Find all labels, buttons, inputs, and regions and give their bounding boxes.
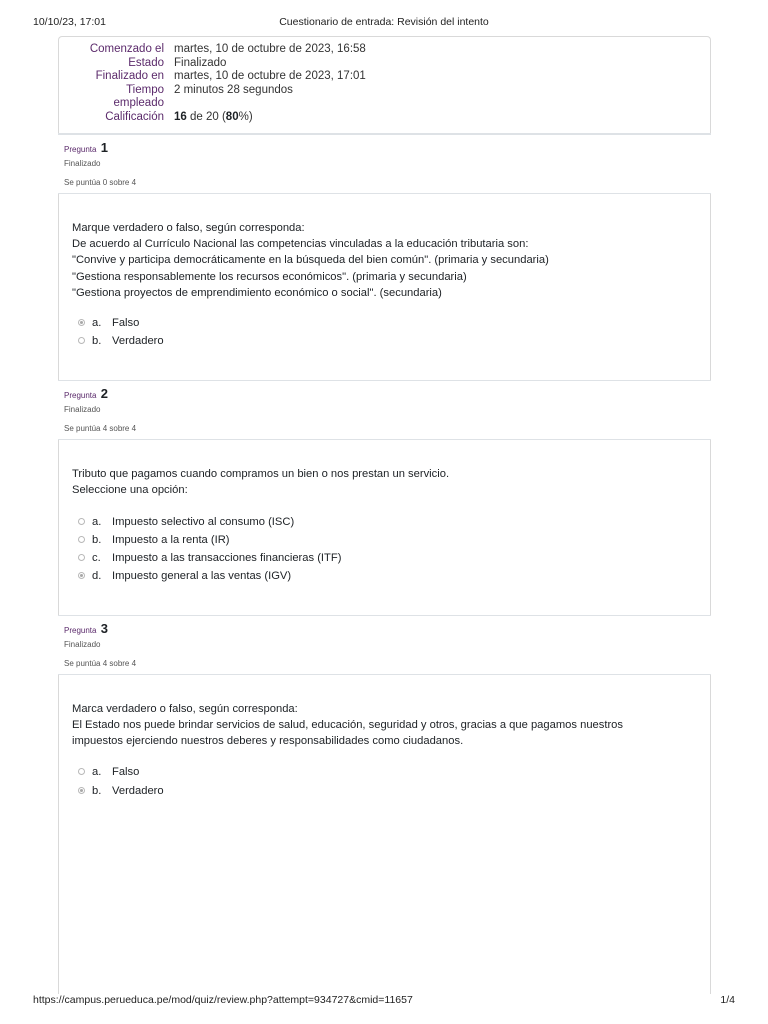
- question-2-grade: Se puntúa 4 sobre 4: [64, 424, 137, 433]
- answer-letter: d.: [92, 570, 102, 582]
- radio-unselected[interactable]: [78, 554, 85, 561]
- answer-letter: a.: [92, 317, 102, 329]
- attempt-summary-table: [58, 36, 711, 134]
- print-datetime: 10/10/23, 17:01: [33, 16, 106, 28]
- time-label-line2: empleado: [113, 97, 164, 109]
- answer-text: Impuesto selectivo al consumo (ISC): [112, 516, 295, 528]
- question-text-line: impuestos ejerciendo nuestros deberes y responsabilidades como ciudadanos.: [72, 735, 464, 748]
- question-1-grade: Se puntúa 0 sobre 4: [64, 178, 137, 187]
- grade-label: Calificación: [105, 111, 164, 123]
- answer-text: Verdadero: [112, 335, 164, 347]
- question-number: 1: [100, 140, 108, 155]
- question-3-grade: Se puntúa 4 sobre 4: [64, 659, 137, 668]
- time-value: 2 minutos 28 segundos: [174, 84, 293, 96]
- question-label: Pregunta: [64, 391, 97, 400]
- radio-unselected[interactable]: [78, 536, 85, 543]
- radio-selected[interactable]: [78, 319, 85, 326]
- question-3-state: Finalizado: [64, 640, 101, 649]
- question-text-line: Seleccione una opción:: [72, 484, 188, 497]
- finished-label: Finalizado en: [95, 70, 164, 82]
- question-text-line: Tributo que pagamos cuando compramos un bien o nos prestan un servicio.: [72, 468, 450, 480]
- question-2-title: [64, 386, 108, 401]
- question-2-text: [72, 466, 702, 498]
- question-text-line: El Estado nos puede brindar servicios de salud, educación, seguridad y otros, gracias a que pagamos nuestros: [72, 719, 624, 732]
- radio-selected[interactable]: [78, 572, 85, 579]
- print-page-number: 1/4: [720, 994, 735, 1006]
- grade-end: %): [238, 111, 253, 123]
- answer-text: Falso: [112, 766, 140, 778]
- answer-text: Impuesto general a las ventas (IGV): [112, 570, 292, 582]
- question-2-state: Finalizado: [64, 405, 101, 414]
- grade-value: [174, 111, 253, 124]
- question-1-text: [72, 220, 702, 301]
- radio-unselected[interactable]: [78, 518, 85, 525]
- answer-text: Falso: [112, 317, 140, 329]
- answer-letter: a.: [92, 516, 102, 528]
- state-value: Finalizado: [174, 57, 227, 69]
- answer-letter: b.: [92, 335, 102, 347]
- question-label: Pregunta: [64, 145, 97, 154]
- question-text-line: "Convive y participa democráticamente en la búsqueda del bien común". (primaria y secundaria): [72, 254, 549, 267]
- answer-text: Impuesto a las transacciones financieras (ITF): [112, 552, 342, 564]
- started-value: martes, 10 de octubre de 2023, 16:58: [174, 43, 366, 55]
- grade-score: 16: [174, 111, 187, 123]
- grade-percent: 80: [225, 111, 239, 123]
- radio-unselected[interactable]: [78, 768, 85, 775]
- print-header: [33, 16, 735, 30]
- question-text-line: Marca verdadero o falso, según corresponda:: [72, 703, 298, 715]
- question-text-line: "Gestiona responsablemente los recursos económicos". (primaria y secundaria): [72, 270, 467, 283]
- radio-unselected[interactable]: [78, 337, 85, 344]
- state-label: Estado: [128, 57, 164, 69]
- time-label-line1: Tiempo: [126, 84, 164, 96]
- print-footer: [33, 994, 735, 1008]
- print-page-title: Cuestionario de entrada: Revisión del intento: [279, 16, 489, 28]
- question-text-line: "Gestiona proyectos de emprendimiento económico o social". (secundaria): [72, 286, 442, 299]
- question-number: 3: [100, 621, 108, 636]
- answer-text: Verdadero: [112, 785, 164, 797]
- radio-selected[interactable]: [78, 787, 85, 794]
- print-url: https://campus.perueduca.pe/mod/quiz/review.php?attempt=934727&cmid=11657: [33, 994, 413, 1006]
- question-3-text: [72, 701, 702, 750]
- question-2-info: [58, 380, 711, 440]
- answer-text: Impuesto a la renta (IR): [112, 534, 230, 546]
- grade-mid: de 20 (: [186, 111, 226, 123]
- question-3-title: [64, 621, 108, 636]
- question-text-line: De acuerdo al Currículo Nacional las competencias vinculadas a la educación tributaria son:: [72, 238, 529, 251]
- answer-letter: b.: [92, 785, 102, 797]
- finished-value: martes, 10 de octubre de 2023, 17:01: [174, 70, 366, 82]
- answer-letter: a.: [92, 766, 102, 778]
- answer-letter: b.: [92, 534, 102, 546]
- question-3-info: [58, 615, 711, 675]
- question-1-title: [64, 140, 108, 155]
- answer-letter: c.: [92, 552, 101, 564]
- question-1-info: [58, 134, 711, 194]
- question-1-state: Finalizado: [64, 159, 101, 168]
- question-label: Pregunta: [64, 626, 97, 635]
- question-number: 2: [100, 386, 108, 401]
- question-text-line: Marque verdadero o falso, según corresponda:: [72, 222, 305, 234]
- started-label: Comenzado el: [89, 43, 164, 55]
